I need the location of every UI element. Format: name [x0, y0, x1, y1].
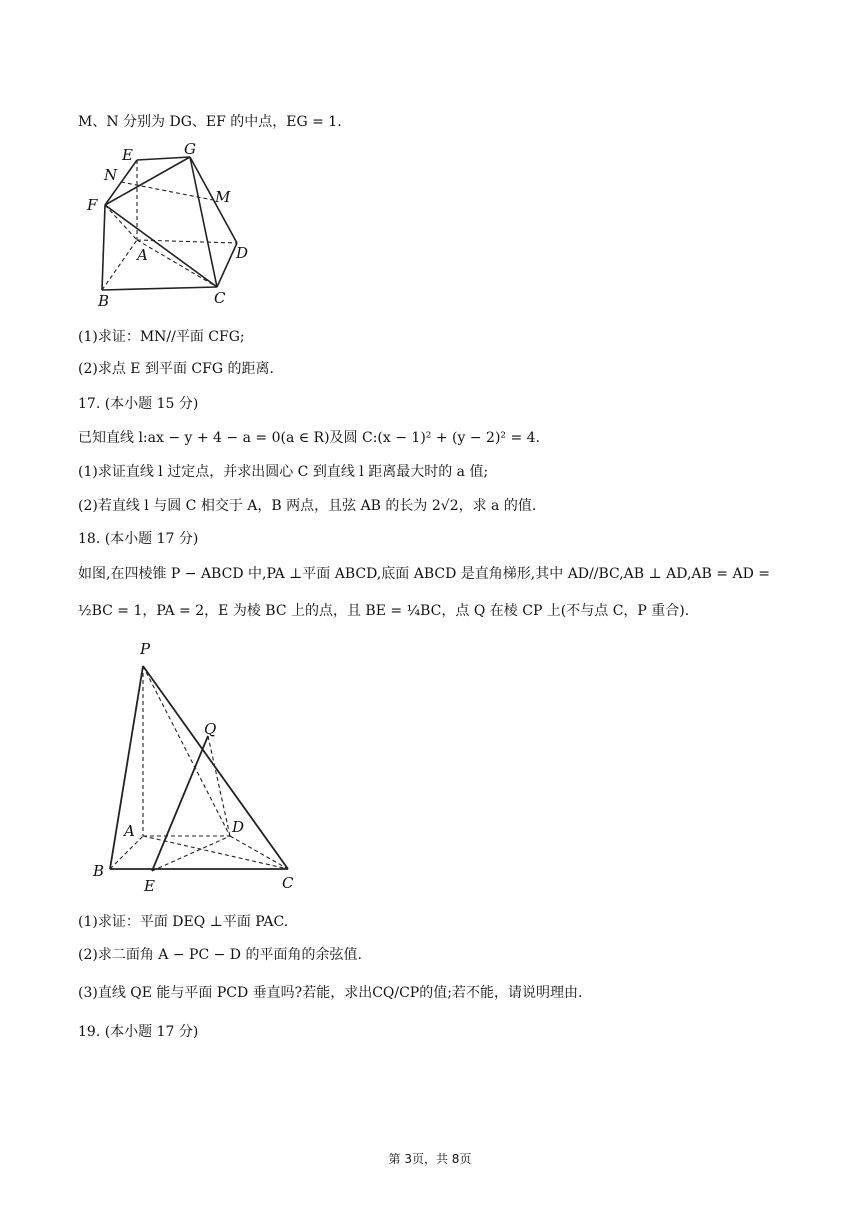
text-line-q18-heading: 18. (本小题 17 分) — [78, 531, 199, 547]
label-F: F — [87, 196, 98, 214]
figure-polyhedron — [82, 140, 272, 315]
label-A: A — [137, 246, 148, 264]
text-line-q17-heading: 17. (本小题 15 分) — [78, 396, 199, 412]
label-P: P — [140, 640, 151, 658]
text-line-q17-2: (2)若直线 l 与圆 C 相交于 A，B 两点，且弦 AB 的长为 2√2，求 a 的值. — [78, 498, 537, 514]
text-line-q17-1: (1)求证直线 l 过定点，并求出圆心 C 到直线 l 距离最大时的 a 值; — [78, 464, 489, 480]
label-C: C — [282, 874, 294, 892]
text-line-intro: M、N 分别为 DG、EF 的中点，EG = 1. — [78, 114, 342, 130]
label-B: B — [98, 292, 110, 310]
label-B: B — [93, 862, 105, 880]
label-Q: Q — [204, 720, 217, 738]
text-line-q16-2: (2)求点 E 到平面 CFG 的距离. — [78, 361, 274, 377]
figure-pyramid — [88, 636, 308, 898]
text-line-q18-2: (2)求二面角 A − PC − D 的平面角的余弦值. — [78, 947, 362, 963]
text-line-q18-stem-a: 如图,在四棱锥 P − ABCD 中,PA ⊥平面 ABCD,底面 ABCD 是直角梯形,其中 AD//BC,AB ⊥ AD,AB = AD = — [78, 566, 770, 582]
text-line-q18-3: (3)直线 QE 能与平面 PCD 垂直吗?若能，求出CQ/CP的值;若不能，请说明理由. — [78, 985, 583, 1001]
label-G: G — [184, 140, 196, 158]
label-D: D — [236, 244, 249, 262]
text-line-q18-stem-b: ½BC = 1，PA = 2，E 为棱 BC 上的点，且 BE = ¼BC，点 Q 在棱 CP 上(不与点 C，P 重合). — [78, 603, 690, 619]
text-line-q19-heading: 19. (本小题 17 分) — [78, 1024, 199, 1040]
label-C: C — [214, 289, 226, 307]
label-D: D — [232, 818, 245, 836]
text-line-q18-1: (1)求证：平面 DEQ ⊥平面 PAC. — [78, 914, 289, 930]
label-E: E — [122, 146, 133, 164]
label-A: A — [124, 822, 135, 840]
text-line-q16-1: (1)求证：MN//平面 CFG; — [78, 329, 245, 345]
label-N: N — [104, 166, 118, 184]
label-M: M — [215, 188, 231, 206]
label-E: E — [144, 877, 155, 895]
page-footer: 第 3页，共 8页 — [388, 1152, 472, 1166]
text-line-q17-stem: 已知直线 l:ax − y + 4 − a = 0(a ∈ R)及圆 C:(x − 1)² + (y − 2)² = 4. — [78, 430, 541, 446]
